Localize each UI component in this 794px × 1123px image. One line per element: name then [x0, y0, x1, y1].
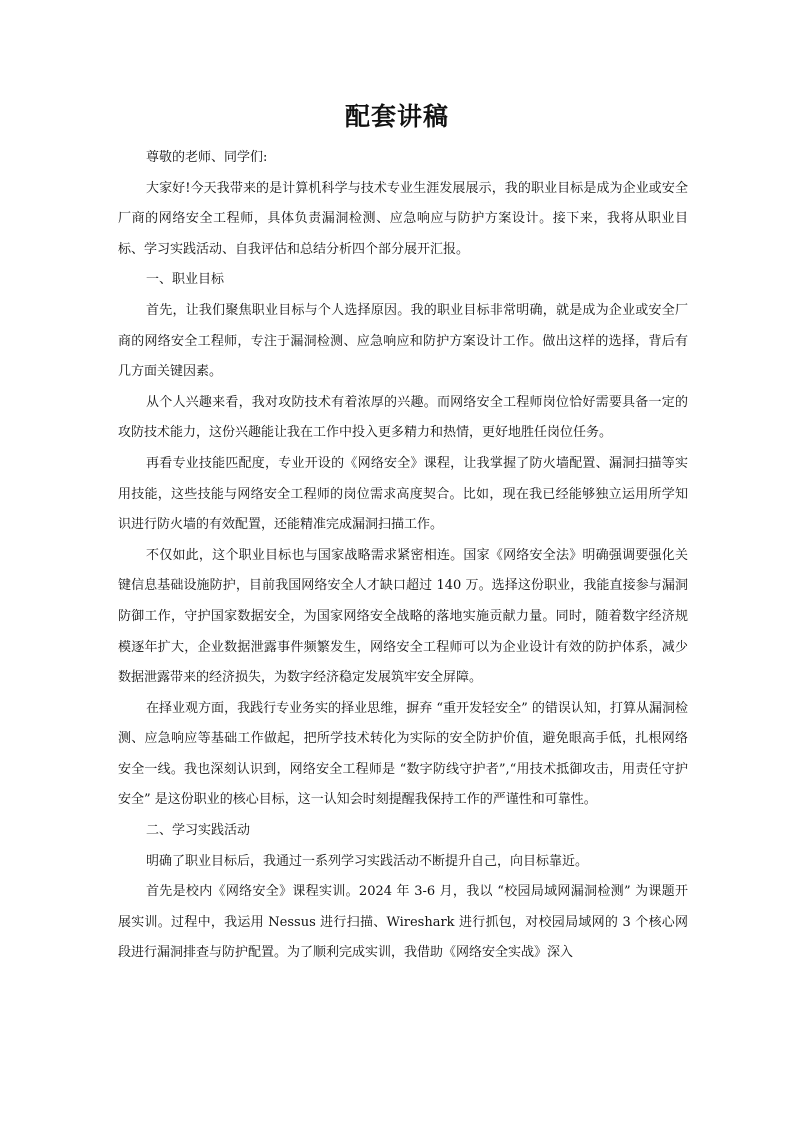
paragraph-career-goal-3: 再看专业技能匹配度，专业开设的《网络安全》课程，让我掌握了防火墙配置、漏洞扫描等实用技能，这些技能与网络安全工程师的岗位需求高度契合。比如，现在我已经能够独立运用所学知识进行防火墙的有效配置，还能精准完成漏洞扫描工作。	[118, 455, 688, 533]
paragraph-learning-practice-1: 明确了职业目标后，我通过一系列学习实践活动不断提升自己，向目标靠近。	[146, 853, 589, 869]
document-body	[118, 143, 688, 969]
paragraph-career-goal-5: 在择业观方面，我践行专业务实的择业思维，摒弃 “重开发轻安全” 的错误认知，打算从漏洞检测、应急响应等基础工作做起，把所学技术转化为实际的安全防护价值，避免眼高手低，扎根网络安全一线。我也深刻认识到，网络安全工程师是 “数字防线守护者”,“用技术抵御攻击，用责任守护安全” 是这份职业的核心目标，这一认知会时刻提醒我保持工作的严谨性和可靠性。	[118, 700, 688, 808]
intro-paragraph: 大家好!今天我带来的是计算机科学与技术专业生涯发展展示，我的职业目标是成为企业或安全厂商的网络安全工程师，具体负责漏洞检测、应急响应与防护方案设计。接下来，我将从职业目标、学习实践活动、自我评估和总结分析四个部分展开汇报。	[118, 180, 688, 257]
document-title: 配套讲稿	[344, 102, 449, 131]
paragraph-career-goal-2: 从个人兴趣来看，我对攻防技术有着浓厚的兴趣。而网络安全工程师岗位恰好需要具备一定的攻防技术能力，这份兴趣能让我在工作中投入更多精力和热情，更好地胜任岗位任务。	[118, 394, 688, 441]
section-heading-learning-practice: 二、学习实践活动	[146, 823, 251, 839]
section-heading-career-goal: 一、职业目标	[146, 272, 225, 288]
paragraph-learning-practice-2: 首先是校内《网络安全》课程实训。2024 年 3-6 月，我以 “校园局域网漏洞检测” 为课题开展实训。过程中，我运用 Nessus 进行扫描、Wireshark 进行抓包，对校园局域网的 3 个核心网段进行漏洞排查与防护配置。为了顺利完成实训，我借助《网络安全实战》深入	[118, 884, 688, 961]
greeting: 尊敬的老师、同学们:	[146, 150, 268, 165]
paragraph-career-goal-4: 不仅如此，这个职业目标也与国家战略需求紧密相连。国家《网络安全法》明确强调要强化关键信息基础设施防护，目前我国网络安全人才缺口超过 140 万。选择这份职业，我能直接参与漏洞防御工作，守护国家数据安全，为国家网络安全战略的落地实施贡献力量。同时，随着数字经济规模逐年扩大，企业数据泄露事件频繁发生，网络安全工程师可以为企业设计有效的防护体系，减少数据泄露带来的经济损失，为数字经济稳定发展筑牢安全屏障。	[118, 547, 688, 686]
paragraph-career-goal-1: 首先，让我们聚焦职业目标与个人选择原因。我的职业目标非常明确，就是成为企业或安全厂商的网络安全工程师，专注于漏洞检测、应急响应和防护方案设计工作。做出这样的选择，背后有几方面关键因素。	[118, 302, 688, 380]
